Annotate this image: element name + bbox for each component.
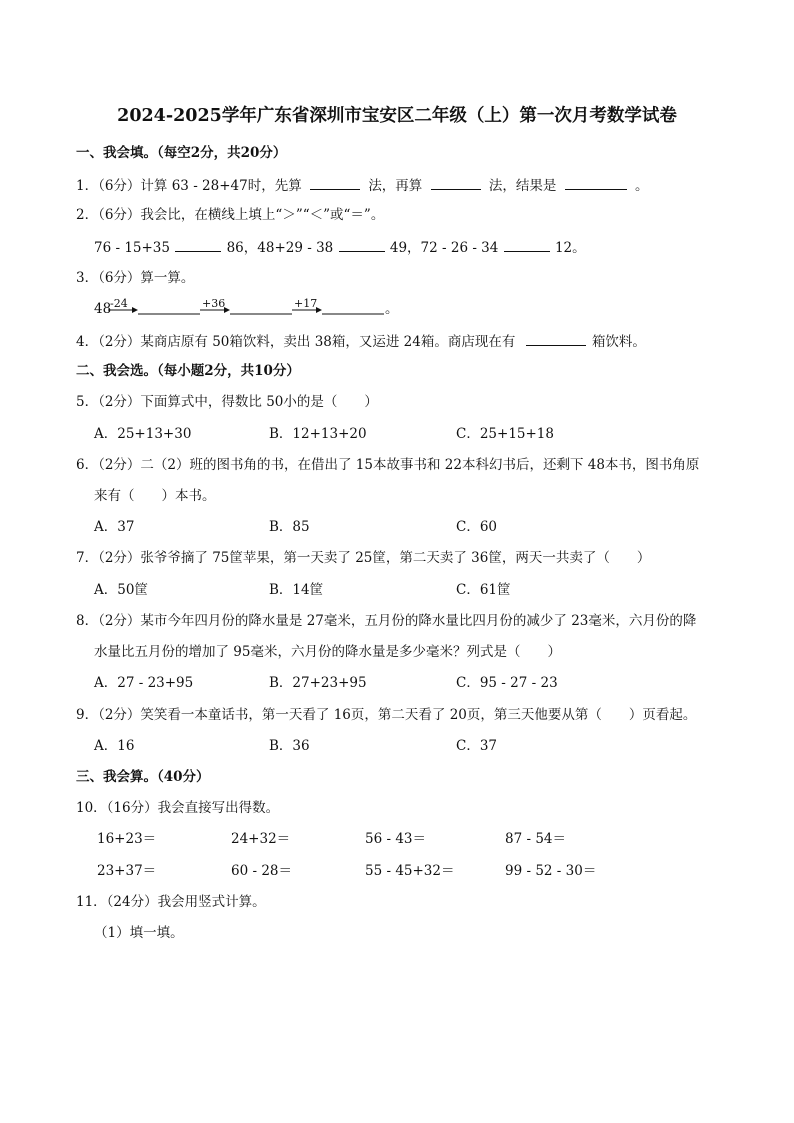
q10-calc-4: 87 - 54＝	[505, 831, 567, 847]
q8-option-c[interactable]: C．95 - 27 - 23	[456, 675, 558, 691]
q10-calc-6: 60 - 28＝	[231, 863, 293, 879]
q8-option-a[interactable]: A．27 - 23+95	[94, 675, 194, 691]
question-11-sub-1: （1）填一填。	[94, 925, 184, 941]
q6-option-a[interactable]: A．37	[94, 519, 135, 535]
q2-blank-1[interactable]	[175, 237, 221, 252]
q2-blank-3[interactable]	[504, 237, 550, 252]
q2-expr-4: 12。	[554, 240, 586, 256]
q10-calc-1: 16+23＝	[97, 831, 157, 847]
q2-expr-3: 49，72 - 26 - 34	[389, 240, 499, 256]
question-6-line-2: 来有（ ）本书。	[94, 488, 216, 504]
question-2-comparisons	[94, 237, 586, 257]
q10-calc-5: 23+37＝	[97, 863, 157, 879]
q4-text-a: 4．（2分）某商店原有 50箱饮料，卖出 38箱，又运进 24箱。商店现在有	[76, 334, 516, 350]
section-1-heading: 一、我会填。（每空2分，共20分）	[76, 145, 287, 161]
q2-expr-2: 86，48+29 - 38	[226, 240, 334, 256]
q2-expr-1: 76 - 15+35	[94, 240, 170, 256]
q5-option-b[interactable]: B．12+13+20	[269, 426, 367, 442]
section-3-heading: 三、我会算。（40分）	[76, 769, 210, 785]
q6-option-c[interactable]: C．60	[456, 519, 498, 535]
q3-op-1: -24	[110, 297, 128, 310]
question-1	[76, 175, 649, 195]
q3-op-2: +36	[202, 297, 226, 310]
q9-option-c[interactable]: C．37	[456, 738, 498, 754]
q2-blank-2[interactable]	[339, 237, 385, 252]
q6-option-b[interactable]: B．85	[269, 519, 310, 535]
q10-calc-7: 55 - 45+32＝	[365, 863, 455, 879]
question-9: 9．（2分）笑笑看一本童话书，第一天看了 16页，第二天看了 20页，第三天他要从第（ ）页看起。	[76, 707, 697, 723]
question-7: 7．（2分）张爷爷摘了 75筐苹果，第一天卖了 25筐，第二天卖了 36筐，两天一共卖了（ ）	[76, 550, 651, 566]
q1-text-b: 法，再算	[368, 178, 423, 194]
q5-option-c[interactable]: C．25+15+18	[456, 426, 554, 442]
q3-arrow-chain	[108, 296, 398, 320]
q3-end-mark: 。	[385, 301, 399, 317]
q10-calc-2: 24+32＝	[231, 831, 291, 847]
question-4	[76, 331, 646, 351]
q1-text-d: 。	[635, 178, 649, 194]
q4-blank[interactable]	[526, 331, 586, 346]
question-6-line-1: 6．（2分）二（2）班的图书角的书，在借出了 15本故事书和 22本科幻书后，还剩下 48本书，图书角原	[76, 457, 700, 473]
q7-option-c[interactable]: C．61筐	[456, 582, 511, 598]
section-2-heading: 二、我会选。（每小题2分，共10分）	[76, 363, 300, 379]
q1-text-a: 1．（6分）计算 63 - 28+47时，先算	[76, 178, 302, 194]
q8-option-b[interactable]: B．27+23+95	[269, 675, 367, 691]
q1-blank-3[interactable]	[565, 175, 627, 190]
q9-option-b[interactable]: B．36	[269, 738, 310, 754]
q4-text-b: 箱饮料。	[591, 334, 646, 350]
q1-blank-2[interactable]	[431, 175, 481, 190]
q7-option-a[interactable]: A．50筐	[94, 582, 148, 598]
q9-option-a[interactable]: A．16	[94, 738, 135, 754]
question-11: 11．（24分）我会用竖式计算。	[76, 894, 266, 910]
q3-arrowhead-1	[132, 307, 138, 313]
q7-option-b[interactable]: B．14筐	[269, 582, 324, 598]
q5-option-a[interactable]: A．25+13+30	[94, 426, 192, 442]
question-8-line-1: 8．（2分）某市今年四月份的降水量是 27毫米，五月份的降水量比四月份的减少了 23毫米，六月份的降	[76, 613, 697, 629]
q3-start-number: 48	[94, 301, 112, 317]
q1-text-c: 法，结果是	[488, 178, 557, 194]
question-10: 10．（16分）我会直接写出得数。	[76, 800, 280, 816]
question-2: 2．（6分）我会比，在横线上填上“＞”“＜”或“＝”。	[76, 207, 385, 223]
question-3: 3．（6分）算一算。	[76, 270, 195, 286]
q10-calc-8: 99 - 52 - 30＝	[505, 863, 597, 879]
page-title: 2024-2025学年广东省深圳市宝安区二年级（上）第一次月考数学试卷	[117, 106, 677, 126]
q10-calc-3: 56 - 43＝	[365, 831, 427, 847]
q1-blank-1[interactable]	[310, 175, 360, 190]
q3-op-3: +17	[294, 297, 318, 310]
question-8-line-2: 水量比五月份的增加了 95毫米，六月份的降水量是多少毫米？列式是（ ）	[94, 644, 561, 660]
question-5: 5．（2分）下面算式中，得数比 50小的是（ ）	[76, 394, 378, 410]
